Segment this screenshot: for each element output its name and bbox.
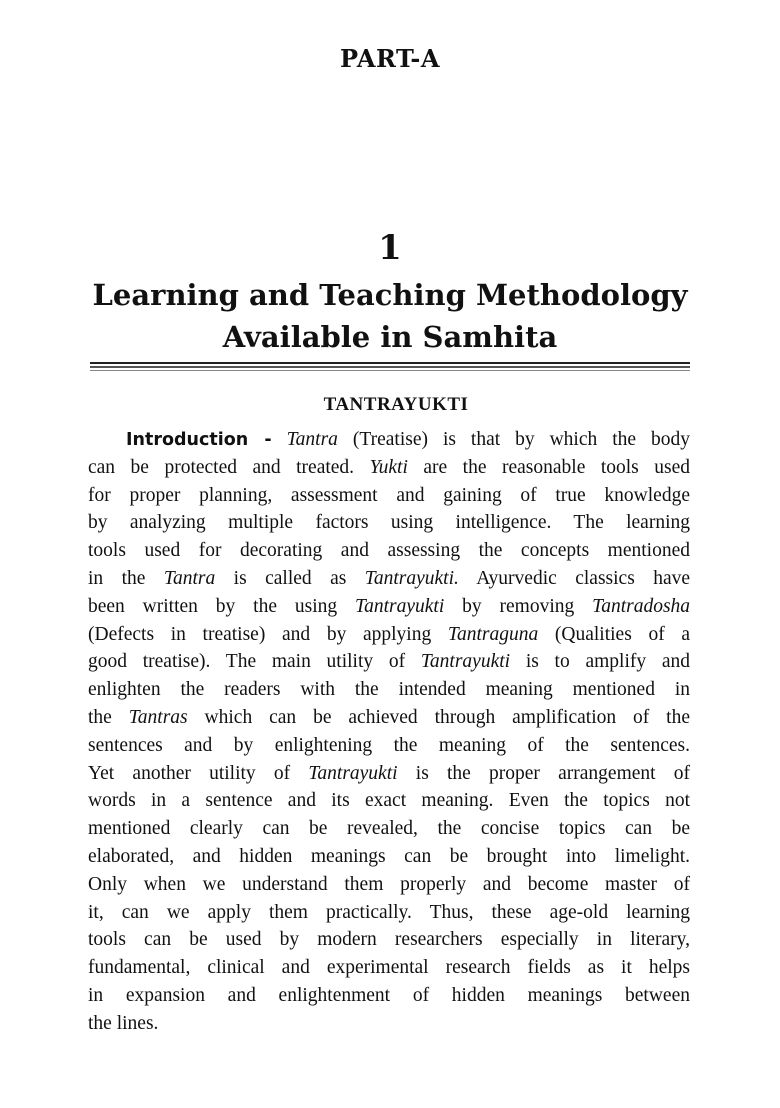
paragraph-line: words in a sentence and its exact meaning. Even the topics not	[88, 790, 690, 812]
paragraph-line: elaborated, and hidden meanings can be brought into limelight.	[88, 845, 690, 867]
paragraph-line: in the Tantra is called as Tantrayukti. Ayurvedic classics have	[88, 567, 691, 589]
divider-line	[90, 362, 690, 364]
chapter-number: 1	[378, 228, 402, 268]
paragraph-line: Introduction - Tantra (Treatise) is that by which the body	[126, 429, 690, 450]
paragraph-line: been written by the using Tantrayukti by removing Tantradosha	[88, 595, 691, 617]
paragraph-line: for proper planning, assessment and gaining of true knowledge	[88, 484, 690, 506]
paragraph-line: in expansion and enlightenment of hidden meanings between	[88, 984, 690, 1006]
paragraph-line: tools can be used by modern researchers especially in literary,	[88, 929, 690, 951]
section-heading: TANTRAYUKTI	[323, 394, 469, 415]
part-heading: PART-A	[340, 44, 440, 73]
paragraph-line: mentioned clearly can be revealed, the concise topics can be	[88, 818, 690, 840]
lead-term: Introduction -	[126, 430, 272, 450]
paragraph-line: tools used for decorating and assessing the concepts mentioned	[88, 540, 690, 562]
paragraph-line: by analyzing multiple factors using intelligence. The learning	[88, 512, 690, 534]
paragraph-line: enlighten the readers with the intended meaning mentioned in	[88, 679, 690, 701]
paragraph-line: Only when we understand them properly and become master of	[88, 873, 690, 895]
chapter-title-line-1: Learning and Teaching Methodology	[92, 278, 688, 312]
intro-paragraph	[88, 426, 690, 1038]
paragraph-line: Yet another utility of Tantrayukti is the proper arrangement of	[88, 762, 691, 784]
paragraph-line: good treatise). The main utility of Tantrayukti is to amplify and	[88, 651, 690, 673]
title-divider-rule	[90, 362, 690, 372]
chapter-title	[70, 274, 710, 358]
divider-line	[90, 366, 690, 368]
paragraph-line: it, can we apply them practically. Thus, these age-old learning	[88, 901, 690, 923]
paragraph-line: fundamental, clinical and experimental research fields as it helps	[88, 957, 690, 979]
divider-line	[90, 370, 690, 371]
paragraph-line: the lines.	[88, 1012, 159, 1034]
paragraph-line: sentences and by enlightening the meaning of the sentences.	[88, 734, 690, 756]
paragraph-line: (Defects in treatise) and by applying Tantraguna (Qualities of a	[88, 623, 691, 645]
chapter-title-line-2: Available in Samhita	[222, 320, 558, 354]
paragraph-line: the Tantras which can be achieved through amplification of the	[88, 706, 690, 728]
paragraph-line: can be protected and treated. Yukti are the reasonable tools used	[88, 456, 690, 478]
